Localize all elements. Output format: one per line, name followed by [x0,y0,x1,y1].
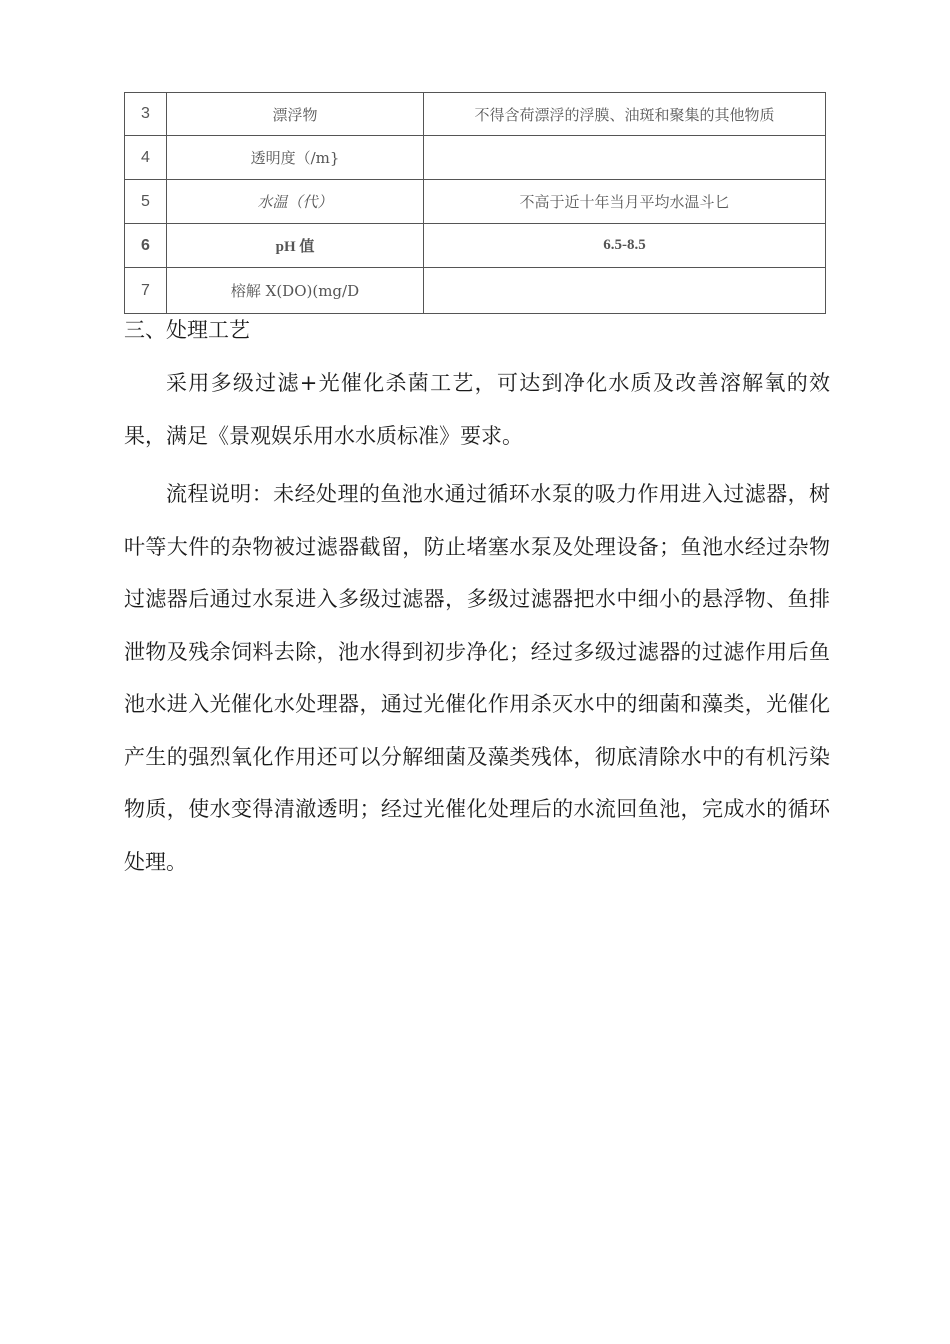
row-number: 7 [125,268,167,314]
row-value: 不得含荷漂浮的浮膜、油斑和聚集的其他物质 [424,93,826,136]
row-item: pH 值 [167,224,424,268]
row-number: 3 [125,93,167,136]
row-value [424,136,826,180]
table-row [125,224,826,268]
row-number: 5 [125,180,167,224]
row-item: 水温（代） [167,180,424,224]
intro-paragraph: 采用多级过滤+光催化杀菌工艺，可达到净化水质及改善溶解氧的效果，满足《景观娱乐用水水质标准》要求。 [124,371,830,448]
table-row [125,93,826,136]
row-value: 6.5-8.5 [424,224,826,268]
row-value [424,268,826,314]
section-heading: 三、处理工艺 [124,318,250,342]
row-item: 透明度（/m} [167,136,424,180]
row-value: 不高于近十年当月平均水温斗匕 [424,180,826,224]
process-paragraph: 流程说明：未经处理的鱼池水通过循环水泵的吸力作用进入过滤器，树叶等大件的杂物被过滤器截留，防止堵塞水泵及处理设备；鱼池水经过杂物过滤器后通过水泵进入多级过滤器，多级过滤器把水中细小的悬浮物、鱼排泄物及残余饲料去除，池水得到初步净化；经过多级过滤器的过滤作用后鱼池水进入光催化水处理器，通过光催化作用杀灭水中的细菌和藻类，光催化产生的强烈氧化作用还可以分解细菌及藻类残体，彻底清除水中的有机污染物质，使水变得清澈透明；经过光催化处理后的水流回鱼池，完成水的循环处理。 [124,482,830,874]
table-row [125,268,826,314]
row-item: 榕解 X(DO)(mg/D [167,268,424,314]
table-row [125,136,826,180]
row-number: 4 [125,136,167,180]
row-item: 漂浮物 [167,93,424,136]
row-number: 6 [125,224,167,268]
water-quality-table [124,92,826,314]
table-row [125,180,826,224]
